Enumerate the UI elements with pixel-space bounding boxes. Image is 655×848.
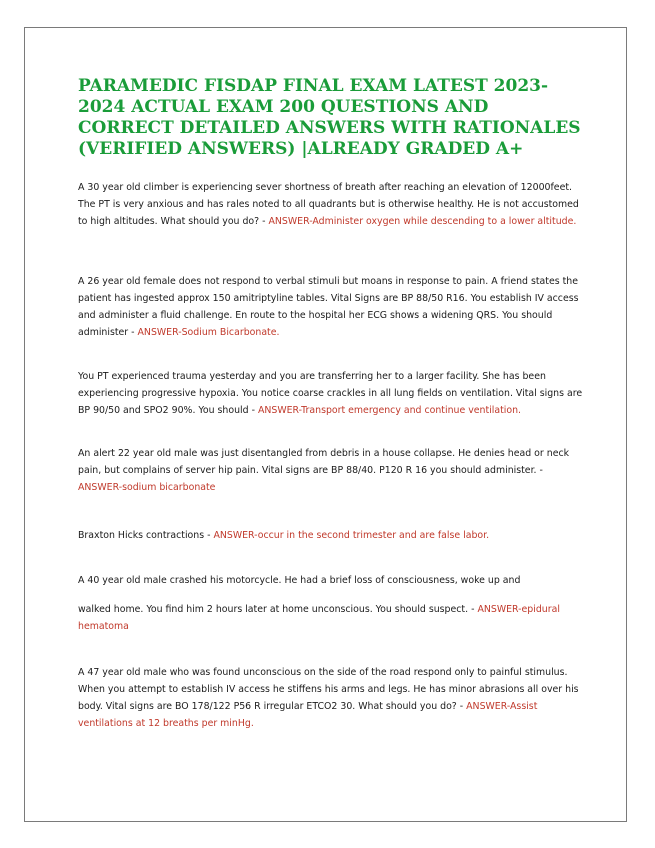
question-text: You PT experienced trauma yesterday and you are transferring her to a larger facility. She has been experiencing progressive hypoxia. You notice coarse crackles in all lung fields on ventilation. Vital signs are BP 90/50 and SPO2 90%. You should - xyxy=(78,371,583,416)
qa-item-6 xyxy=(78,601,588,635)
answer-text: ANSWER-sodium bicarbonate xyxy=(78,482,216,493)
qa-item-5 xyxy=(78,527,588,544)
qa-item-2 xyxy=(78,273,588,341)
question-text: An alert 22 year old male was just disentangled from debris in a house collapse. He denies head or neck pain, but complains of server hip pain. Vital signs are BP 88/40. P120 R 16 you should administer. - xyxy=(78,448,570,476)
answer-text: ANSWER-Transport emergency and continue ventilation. xyxy=(257,405,522,416)
document-title: PARAMEDIC FISDAP FINAL EXAM LATEST 2023-2024 ACTUAL EXAM 200 QUESTIONS AND CORRECT DETAILED ANSWERS WITH RATIONALES (VERIFIED ANSWERS) |ALREADY GRADED A+ xyxy=(78,76,581,159)
qa-item-7 xyxy=(78,664,588,732)
qa-item-4 xyxy=(78,445,588,496)
question-text: A 30 year old climber is experiencing sever shortness of breath after reaching an elevation of 12000feet. The PT is very anxious and has rales noted to all quadrants but is otherwise healthy. He is not accustomed to high altitudes. What should you do? - xyxy=(78,182,579,227)
answer-text: ANSWER-Administer oxygen while descending to a lower altitude. xyxy=(268,216,577,227)
question-text: A 47 year old male who was found unconscious on the side of the road respond only to painful stimulus. When you attempt to establish IV access he stiffens his arms and legs. He has minor abrasions all over his body. Vital signs are BO 178/122 P56 R irregular ETCO2 30. What should you do? - xyxy=(78,667,579,712)
answer-text: ANSWER-Sodium Bicarbonate. xyxy=(137,327,280,338)
qa-item-1 xyxy=(78,179,588,230)
question-text: A 40 year old male crashed his motorcycle. He had a brief loss of consciousness, woke up and xyxy=(78,575,521,586)
question-text: A 26 year old female does not respond to verbal stimuli but moans in response to pain. A friend states the patient has ingested approx 150 amitriptyline tables. Vital Signs are BP 88/50 R16. You establish IV access and administer a fluid challenge. En route to the hospital her ECG shows a widening QRS. You should administer - xyxy=(78,276,579,338)
answer-text: ANSWER-epidural hematoma xyxy=(78,604,560,632)
question-text: Braxton Hicks contractions - xyxy=(78,530,214,541)
answer-text: ANSWER-occur in the second trimester and are false labor. xyxy=(213,530,490,541)
qa-item-6-line-1 xyxy=(78,572,588,589)
question-text: walked home. You find him 2 hours later at home unconscious. You should suspect. - xyxy=(78,604,478,615)
answer-text: ANSWER-Assist ventilations at 12 breaths per minHg. xyxy=(78,701,538,729)
qa-item-3 xyxy=(78,368,588,419)
